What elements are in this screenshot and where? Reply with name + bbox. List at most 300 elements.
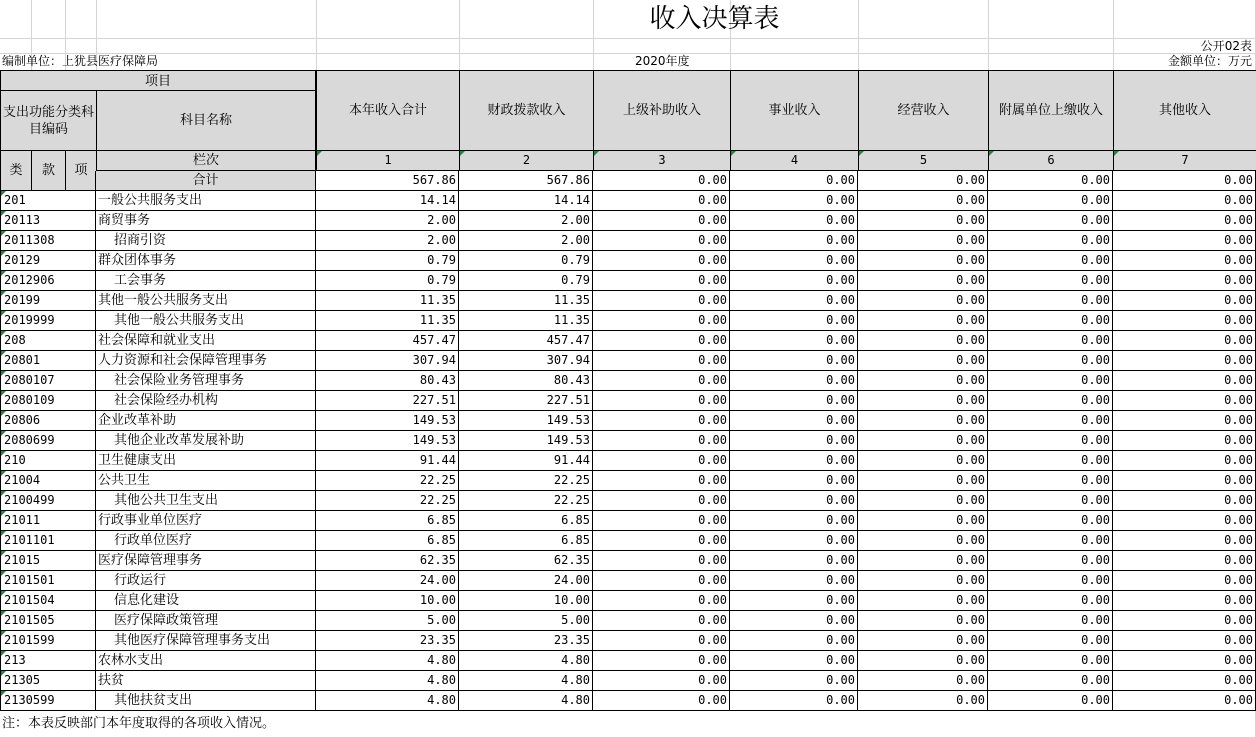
header-kuan-label: 款 — [41, 163, 55, 178]
subject-code-cell[interactable] — [0, 191, 96, 211]
subject-code-cell[interactable] — [0, 591, 96, 611]
subject-name-cell[interactable]: 行政运行 — [96, 571, 316, 591]
value-cell[interactable]: 4.80 — [316, 671, 459, 691]
value-cell[interactable]: 0.00 — [988, 631, 1113, 651]
value-cell[interactable]: 0.00 — [988, 211, 1113, 231]
value-cell[interactable]: 0.00 — [593, 331, 730, 351]
value-cell[interactable]: 0.00 — [858, 471, 988, 491]
subject-code-cell[interactable] — [0, 531, 96, 551]
value-cell[interactable]: 6.85 — [459, 511, 593, 531]
value-cell[interactable]: 0.00 — [988, 351, 1113, 371]
value-cell[interactable]: 0.00 — [988, 371, 1113, 391]
value-cell[interactable]: 0.00 — [1113, 571, 1256, 591]
value-cell[interactable]: 24.00 — [316, 571, 459, 591]
subject-code: 21305 — [4, 673, 41, 687]
value-cell[interactable]: 0.00 — [730, 291, 858, 311]
value-cell[interactable]: 457.47 — [316, 331, 459, 351]
cell-marker-icon — [1, 351, 6, 356]
subject-code: 2019999 — [4, 313, 55, 327]
cell-marker-icon — [1, 611, 6, 616]
subject-code: 201 — [4, 193, 26, 207]
value-cell[interactable]: 0.00 — [1113, 631, 1256, 651]
value-cell[interactable]: 4.80 — [316, 691, 459, 711]
total-value-cell[interactable]: 0.00 — [730, 171, 858, 191]
value-cell[interactable]: 0.00 — [1113, 391, 1256, 411]
subject-name-cell[interactable]: 一般公共服务支出 — [96, 191, 316, 211]
subject-name-cell[interactable]: 其他扶贫支出 — [96, 691, 316, 711]
value-cell[interactable]: 0.00 — [730, 551, 858, 571]
subject-name-cell[interactable]: 企业改革补助 — [96, 411, 316, 431]
value-cell[interactable]: 0.00 — [1113, 311, 1256, 331]
value-cell[interactable]: 0.79 — [459, 271, 593, 291]
total-value-cell[interactable]: 0.00 — [593, 171, 730, 191]
value-cell[interactable]: 0.00 — [988, 391, 1113, 411]
value-cell[interactable]: 0.00 — [988, 571, 1113, 591]
value-cell[interactable]: 0.00 — [858, 431, 988, 451]
value-cell[interactable]: 0.00 — [593, 291, 730, 311]
value-cell[interactable]: 0.00 — [730, 251, 858, 271]
value-cell[interactable]: 0.00 — [593, 591, 730, 611]
money-unit: 金额单位：万元 — [1167, 54, 1252, 68]
value-cell[interactable]: 0.00 — [988, 471, 1113, 491]
value-cell[interactable]: 0.00 — [730, 511, 858, 531]
value-cell[interactable]: 0.00 — [858, 211, 988, 231]
cell-marker-icon — [1, 371, 6, 376]
header-subject-name — [96, 90, 316, 151]
subject-code: 21004 — [4, 473, 41, 487]
value-cell[interactable]: 0.00 — [988, 511, 1113, 531]
value-cell[interactable]: 149.53 — [316, 431, 459, 451]
value-cell[interactable]: 0.00 — [858, 291, 988, 311]
cell-marker-icon — [1, 211, 6, 216]
value-cell[interactable]: 0.00 — [730, 351, 858, 371]
value-cell[interactable]: 0.00 — [988, 191, 1113, 211]
value-cell[interactable]: 0.00 — [1113, 271, 1256, 291]
value-cell[interactable]: 0.00 — [1113, 211, 1256, 231]
value-cell[interactable]: 0.00 — [730, 651, 858, 671]
subject-code: 2101599 — [4, 633, 55, 647]
subject-code-cell[interactable] — [0, 451, 96, 471]
value-cell[interactable]: 0.00 — [1113, 511, 1256, 531]
table-row — [0, 691, 1256, 711]
subject-code-cell[interactable] — [0, 691, 96, 711]
value-cell[interactable]: 0.00 — [1113, 231, 1256, 251]
total-code-cell — [0, 171, 96, 191]
cell-marker-icon — [1, 411, 6, 416]
subject-code-cell[interactable] — [0, 551, 96, 571]
value-cell[interactable]: 0.00 — [858, 691, 988, 711]
cell-marker-icon — [1, 191, 6, 196]
table-row — [0, 551, 1256, 571]
value-cell[interactable]: 0.00 — [593, 351, 730, 371]
cell-marker-icon — [1, 491, 6, 496]
value-cell[interactable]: 0.00 — [593, 551, 730, 571]
value-cell[interactable]: 0.00 — [858, 491, 988, 511]
value-cell[interactable]: 0.00 — [593, 471, 730, 491]
value-cell[interactable]: 0.00 — [988, 271, 1113, 291]
value-cell[interactable]: 0.00 — [858, 531, 988, 551]
value-cell[interactable]: 0.00 — [593, 371, 730, 391]
total-value-cell[interactable]: 567.86 — [316, 171, 459, 191]
subject-name-cell[interactable]: 群众团体事务 — [96, 251, 316, 271]
value-cell[interactable]: 0.00 — [858, 371, 988, 391]
value-cell[interactable]: 2.00 — [316, 231, 459, 251]
value-cell[interactable]: 5.00 — [459, 611, 593, 631]
value-cell[interactable]: 0.00 — [988, 251, 1113, 271]
value-cell[interactable]: 0.00 — [858, 591, 988, 611]
subject-name-cell[interactable]: 人力资源和社会保障管理事务 — [96, 351, 316, 371]
value-cell[interactable]: 0.00 — [730, 471, 858, 491]
value-cell[interactable]: 11.35 — [316, 311, 459, 331]
value-cell[interactable]: 307.94 — [316, 351, 459, 371]
value-cell[interactable]: 0.00 — [593, 231, 730, 251]
subject-code-cell[interactable] — [0, 331, 96, 351]
value-cell[interactable]: 0.00 — [593, 531, 730, 551]
column-number — [1113, 150, 1256, 171]
value-cell[interactable]: 0.00 — [730, 371, 858, 391]
subject-code-cell[interactable] — [0, 231, 96, 251]
column-number-label: 2 — [522, 153, 531, 167]
subject-name-cell[interactable]: 社会保障和就业支出 — [96, 331, 316, 351]
value-cell[interactable]: 0.00 — [593, 511, 730, 531]
value-cell[interactable]: 0.00 — [1113, 351, 1256, 371]
value-cell[interactable]: 5.00 — [316, 611, 459, 631]
value-cell[interactable]: 0.00 — [988, 451, 1113, 471]
subject-name-cell[interactable]: 农林水支出 — [96, 651, 316, 671]
subject-name-cell[interactable]: 社会保险业务管理事务 — [96, 371, 316, 391]
subject-code: 21011 — [4, 513, 41, 527]
subject-name-cell[interactable]: 其他医疗保障管理事务支出 — [96, 631, 316, 651]
value-cell[interactable]: 0.00 — [1113, 451, 1256, 471]
subject-code-cell[interactable] — [0, 371, 96, 391]
value-cell[interactable]: 0.00 — [593, 311, 730, 331]
value-cell[interactable]: 0.00 — [730, 411, 858, 431]
value-cell[interactable]: 4.80 — [459, 671, 593, 691]
value-cell[interactable]: 0.00 — [988, 231, 1113, 251]
header-func-code-label: 支出功能分类科目编码 — [3, 104, 95, 137]
table-row — [0, 211, 1256, 231]
value-cell[interactable]: 0.00 — [858, 251, 988, 271]
table-row — [0, 431, 1256, 451]
value-cell[interactable]: 0.00 — [1113, 491, 1256, 511]
subject-code: 20806 — [4, 413, 41, 427]
value-cell[interactable]: 0.00 — [858, 611, 988, 631]
value-cell[interactable]: 0.00 — [1113, 691, 1256, 711]
total-value-cell[interactable]: 567.86 — [459, 171, 593, 191]
value-cell[interactable]: 0.00 — [1113, 371, 1256, 391]
subject-name-cell[interactable]: 其他企业改革发展补助 — [96, 431, 316, 451]
header-xiang-label: 项 — [74, 163, 88, 178]
value-cell[interactable]: 0.00 — [858, 651, 988, 671]
subject-code: 20801 — [4, 353, 41, 367]
value-cell[interactable]: 14.14 — [316, 191, 459, 211]
value-cell[interactable]: 0.00 — [730, 211, 858, 231]
value-cell[interactable]: 0.00 — [730, 531, 858, 551]
value-cell[interactable]: 0.00 — [1113, 471, 1256, 491]
value-cell[interactable]: 22.25 — [316, 471, 459, 491]
value-cell[interactable]: 0.00 — [730, 331, 858, 351]
value-cell[interactable]: 0.00 — [730, 311, 858, 331]
value-cell[interactable]: 0.00 — [988, 611, 1113, 631]
cell-marker-icon — [1, 651, 6, 656]
value-cell[interactable]: 227.51 — [459, 391, 593, 411]
value-cell[interactable]: 91.44 — [459, 451, 593, 471]
subject-code: 20113 — [4, 213, 41, 227]
subject-name-cell[interactable]: 卫生健康支出 — [96, 451, 316, 471]
value-cell[interactable]: 0.00 — [593, 191, 730, 211]
subject-name-cell[interactable]: 医疗保障政策管理 — [96, 611, 316, 631]
total-value-cell[interactable]: 0.00 — [1113, 171, 1256, 191]
value-cell[interactable]: 0.00 — [730, 591, 858, 611]
value-cell[interactable]: 0.00 — [1113, 591, 1256, 611]
value-cell[interactable]: 14.14 — [459, 191, 593, 211]
subject-code-cell[interactable] — [0, 631, 96, 651]
subject-code-cell[interactable] — [0, 211, 96, 231]
value-cell[interactable]: 0.00 — [858, 311, 988, 331]
subject-name-cell[interactable]: 行政单位医疗 — [96, 531, 316, 551]
table-row — [0, 191, 1256, 211]
column-number — [858, 150, 989, 171]
subject-code-cell[interactable] — [0, 611, 96, 631]
subject-name-cell[interactable]: 其他一般公共服务支出 — [96, 291, 316, 311]
value-cell[interactable]: 23.35 — [316, 631, 459, 651]
total-value-cell[interactable]: 0.00 — [988, 171, 1113, 191]
value-cell[interactable]: 0.00 — [593, 631, 730, 651]
value-cell[interactable]: 0.00 — [858, 351, 988, 371]
subject-code-cell[interactable] — [0, 491, 96, 511]
value-cell[interactable]: 0.00 — [858, 551, 988, 571]
header-func-code — [0, 90, 97, 151]
value-cell[interactable]: 2.00 — [316, 211, 459, 231]
value-cell[interactable]: 0.00 — [858, 271, 988, 291]
value-cell[interactable]: 0.00 — [730, 391, 858, 411]
value-cell[interactable]: 4.80 — [316, 651, 459, 671]
subject-code-cell[interactable] — [0, 511, 96, 531]
value-cell[interactable]: 22.25 — [459, 491, 593, 511]
subject-name-cell[interactable]: 工会事务 — [96, 271, 316, 291]
value-cell[interactable]: 0.79 — [316, 271, 459, 291]
value-cell[interactable]: 11.35 — [316, 291, 459, 311]
subject-name-cell[interactable]: 商贸事务 — [96, 211, 316, 231]
value-cell[interactable]: 0.00 — [593, 671, 730, 691]
cell-marker-icon — [1, 631, 6, 636]
subject-code-cell[interactable] — [0, 271, 96, 291]
value-cell[interactable]: 0.00 — [730, 571, 858, 591]
value-cell[interactable]: 0.00 — [730, 631, 858, 651]
subject-name-cell[interactable]: 行政事业单位医疗 — [96, 511, 316, 531]
subject-name-cell[interactable]: 信息化建设 — [96, 591, 316, 611]
value-cell[interactable]: 0.00 — [593, 451, 730, 471]
subject-code-cell[interactable] — [0, 571, 96, 591]
value-cell[interactable]: 80.43 — [316, 371, 459, 391]
value-cell[interactable]: 0.00 — [858, 451, 988, 471]
value-cell[interactable]: 80.43 — [459, 371, 593, 391]
value-cell[interactable]: 0.00 — [858, 511, 988, 531]
value-cell[interactable]: 2.00 — [459, 231, 593, 251]
value-cell[interactable]: 0.00 — [988, 331, 1113, 351]
table-row — [0, 251, 1256, 271]
subject-name-cell[interactable]: 公共卫生 — [96, 471, 316, 491]
value-cell[interactable]: 10.00 — [459, 591, 593, 611]
value-cell[interactable]: 0.00 — [858, 671, 988, 691]
value-cell[interactable]: 0.00 — [593, 411, 730, 431]
cell-marker-icon — [1, 391, 6, 396]
value-cell[interactable]: 0.00 — [1113, 411, 1256, 431]
column-header — [858, 70, 989, 151]
table-row — [0, 671, 1256, 691]
value-cell[interactable]: 0.00 — [1113, 531, 1256, 551]
value-cell[interactable]: 0.79 — [316, 251, 459, 271]
cell-marker-icon — [1114, 151, 1119, 156]
value-cell[interactable]: 227.51 — [316, 391, 459, 411]
value-cell[interactable]: 2.00 — [459, 211, 593, 231]
value-cell[interactable]: 0.00 — [1113, 611, 1256, 631]
value-cell[interactable]: 11.35 — [459, 311, 593, 331]
value-cell[interactable]: 0.00 — [1113, 331, 1256, 351]
subject-name-cell[interactable]: 医疗保障管理事务 — [96, 551, 316, 571]
value-cell[interactable]: 149.53 — [459, 411, 593, 431]
table-row — [0, 631, 1256, 651]
cell-marker-icon — [1, 531, 6, 536]
subject-code-cell[interactable] — [0, 671, 96, 691]
value-cell[interactable]: 0.79 — [459, 251, 593, 271]
value-cell[interactable]: 4.80 — [459, 691, 593, 711]
value-cell[interactable]: 0.00 — [593, 431, 730, 451]
cell-marker-icon — [1, 471, 6, 476]
value-cell[interactable]: 0.00 — [988, 291, 1113, 311]
value-cell[interactable]: 0.00 — [593, 691, 730, 711]
subject-code-cell[interactable] — [0, 431, 96, 451]
value-cell[interactable]: 0.00 — [730, 611, 858, 631]
subject-code-cell[interactable] — [0, 651, 96, 671]
value-cell[interactable]: 0.00 — [1113, 671, 1256, 691]
value-cell[interactable]: 0.00 — [858, 331, 988, 351]
value-cell[interactable]: 0.00 — [593, 491, 730, 511]
value-cell[interactable]: 0.00 — [988, 671, 1113, 691]
value-cell[interactable]: 0.00 — [593, 611, 730, 631]
value-cell[interactable]: 23.35 — [459, 631, 593, 651]
header-item-label: 项目 — [144, 73, 171, 89]
value-cell[interactable]: 0.00 — [730, 271, 858, 291]
value-cell[interactable]: 0.00 — [858, 231, 988, 251]
value-cell[interactable]: 0.00 — [1113, 291, 1256, 311]
subject-code: 208 — [4, 333, 26, 347]
value-cell[interactable]: 0.00 — [988, 691, 1113, 711]
value-cell[interactable]: 307.94 — [459, 351, 593, 371]
value-cell[interactable]: 0.00 — [858, 631, 988, 651]
value-cell[interactable]: 62.35 — [316, 551, 459, 571]
value-cell[interactable]: 0.00 — [593, 271, 730, 291]
value-cell[interactable]: 0.00 — [730, 691, 858, 711]
column-header-label: 上级补助收入 — [622, 103, 701, 118]
subject-name-cell[interactable]: 社会保险经办机构 — [96, 391, 316, 411]
value-cell[interactable]: 0.00 — [593, 571, 730, 591]
value-cell[interactable]: 0.00 — [988, 431, 1113, 451]
value-cell[interactable]: 0.00 — [1113, 191, 1256, 211]
value-cell[interactable]: 0.00 — [730, 191, 858, 211]
value-cell[interactable]: 149.53 — [459, 431, 593, 451]
subject-name-cell[interactable]: 扶贫 — [96, 671, 316, 691]
value-cell[interactable]: 0.00 — [730, 451, 858, 471]
value-cell[interactable]: 0.00 — [858, 411, 988, 431]
value-cell[interactable]: 0.00 — [988, 411, 1113, 431]
value-cell[interactable]: 0.00 — [1113, 431, 1256, 451]
value-cell[interactable]: 6.85 — [316, 511, 459, 531]
subject-code: 2080699 — [4, 433, 55, 447]
table-row — [0, 611, 1256, 631]
subject-code: 2101101 — [4, 533, 55, 547]
value-cell[interactable]: 0.00 — [988, 551, 1113, 571]
value-cell[interactable]: 0.00 — [858, 191, 988, 211]
subject-code-cell[interactable] — [0, 411, 96, 431]
compiling-unit: 编制单位：上犹县医疗保障局 — [2, 54, 159, 68]
value-cell[interactable]: 149.53 — [316, 411, 459, 431]
subject-name-cell[interactable]: 其他一般公共服务支出 — [96, 311, 316, 331]
subject-name-cell[interactable]: 其他公共卫生支出 — [96, 491, 316, 511]
value-cell[interactable]: 22.25 — [459, 471, 593, 491]
total-value-cell[interactable]: 0.00 — [858, 171, 988, 191]
value-cell[interactable]: 91.44 — [316, 451, 459, 471]
value-cell[interactable]: 0.00 — [1113, 251, 1256, 271]
value-cell[interactable]: 4.80 — [459, 651, 593, 671]
subject-code: 2101504 — [4, 593, 55, 607]
column-number — [988, 150, 1114, 171]
value-cell[interactable]: 0.00 — [988, 651, 1113, 671]
value-cell[interactable]: 0.00 — [858, 391, 988, 411]
value-cell[interactable]: 0.00 — [730, 671, 858, 691]
subject-code-cell[interactable] — [0, 291, 96, 311]
value-cell[interactable]: 24.00 — [459, 571, 593, 591]
value-cell[interactable]: 0.00 — [1113, 651, 1256, 671]
value-cell[interactable]: 62.35 — [459, 551, 593, 571]
column-header — [459, 70, 594, 151]
value-cell[interactable]: 0.00 — [988, 491, 1113, 511]
value-cell[interactable]: 0.00 — [593, 391, 730, 411]
value-cell[interactable]: 0.00 — [593, 251, 730, 271]
subject-code: 2080107 — [4, 373, 55, 387]
subject-code-cell[interactable] — [0, 391, 96, 411]
subject-code-cell[interactable] — [0, 311, 96, 331]
value-cell[interactable]: 0.00 — [858, 571, 988, 591]
cell-marker-icon — [317, 151, 322, 156]
value-cell[interactable]: 0.00 — [988, 531, 1113, 551]
value-cell[interactable]: 22.25 — [316, 491, 459, 511]
cell-marker-icon — [989, 151, 994, 156]
header-item — [0, 70, 316, 91]
value-cell[interactable]: 0.00 — [730, 231, 858, 251]
value-cell[interactable]: 0.00 — [730, 491, 858, 511]
value-cell[interactable]: 0.00 — [730, 431, 858, 451]
subject-code: 2101501 — [4, 573, 55, 587]
subject-name-cell[interactable]: 招商引资 — [96, 231, 316, 251]
column-number-label: 1 — [384, 153, 392, 167]
cell-marker-icon — [594, 151, 599, 156]
value-cell[interactable]: 457.47 — [459, 331, 593, 351]
value-cell[interactable]: 6.85 — [459, 531, 593, 551]
value-cell[interactable]: 0.00 — [988, 591, 1113, 611]
value-cell[interactable]: 0.00 — [593, 211, 730, 231]
subject-code-cell[interactable] — [0, 251, 96, 271]
value-cell[interactable]: 0.00 — [593, 651, 730, 671]
value-cell[interactable]: 11.35 — [459, 291, 593, 311]
subject-code-cell[interactable] — [0, 471, 96, 491]
subject-code: 2012906 — [4, 273, 55, 287]
value-cell[interactable]: 6.85 — [316, 531, 459, 551]
value-cell[interactable]: 0.00 — [988, 311, 1113, 331]
value-cell[interactable]: 10.00 — [316, 591, 459, 611]
subject-code-cell[interactable] — [0, 351, 96, 371]
value-cell[interactable]: 0.00 — [1113, 551, 1256, 571]
